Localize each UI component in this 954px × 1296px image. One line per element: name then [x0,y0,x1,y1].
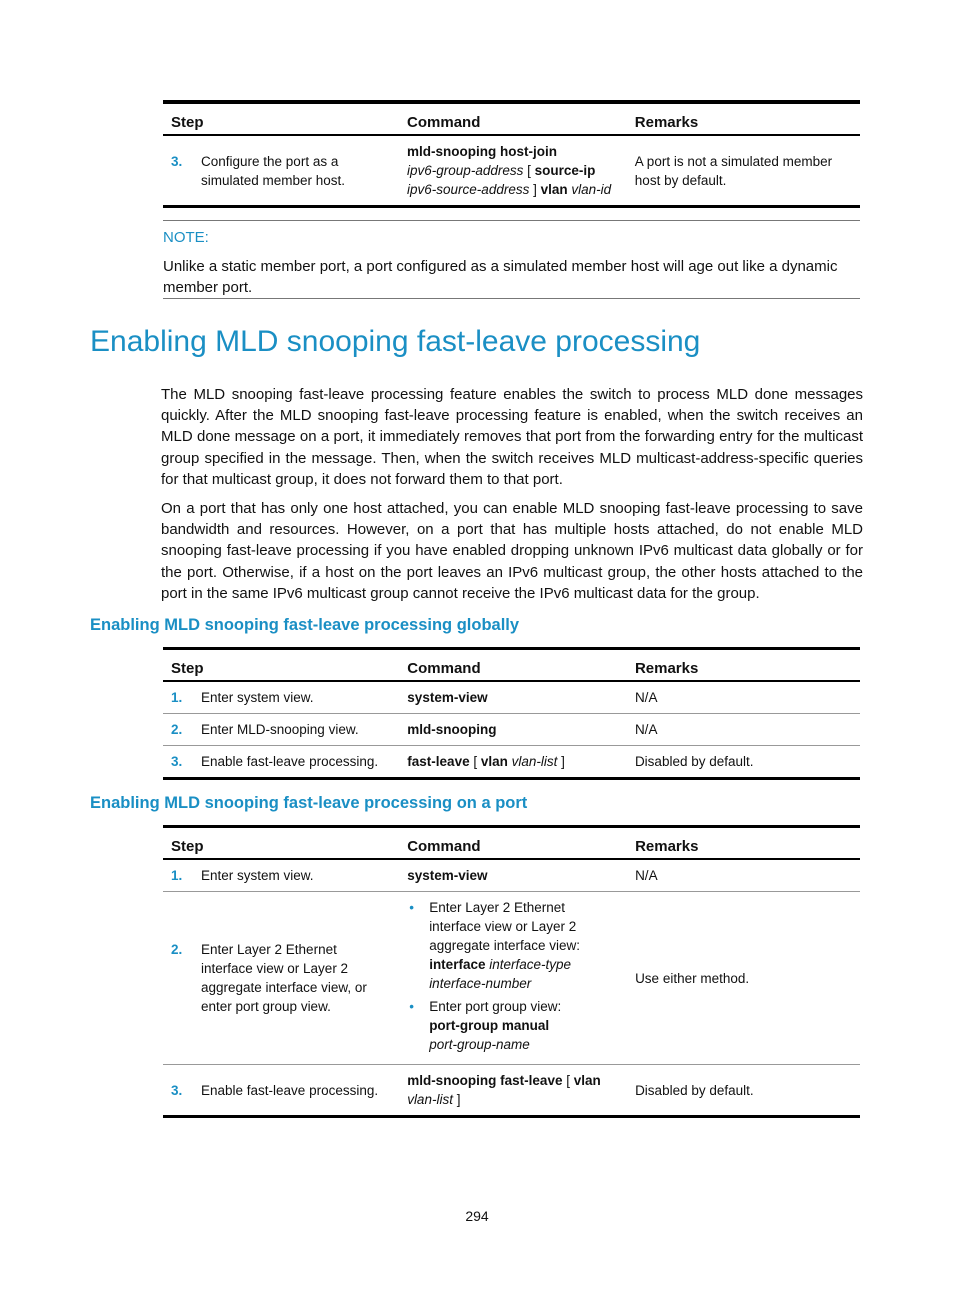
command-keyword: vlan [540,182,568,197]
command-cell [399,714,627,746]
bullet-icon: • [409,999,414,1014]
step-text: Enter Layer 2 Ethernet interface view or Layer 2 aggregate interface view, or enter port group view. [201,942,367,1014]
remarks-cell: Disabled by default. [627,746,860,779]
command-text: [ [562,1073,574,1088]
note-box [163,220,860,299]
remarks-cell: N/A [635,868,658,883]
option-text: Enter Layer 2 Ethernet interface view or Layer 2 aggregate interface view: [429,900,581,953]
remarks-cell: Disabled by default. [627,1065,860,1117]
table-simulated-host [163,100,860,208]
step-number: 2. [171,942,183,957]
command-text: ] [452,1092,461,1107]
page-number: 294 [465,1208,489,1224]
table-fast-leave-global [163,647,860,780]
command-keyword: port-group manual [429,1018,550,1033]
table-row [163,746,860,779]
command-keyword: mld-snooping fast-leave [407,1073,563,1088]
command-text: [ [469,754,481,769]
command-argument: vlan-id [571,182,612,197]
col-header-step: Step [163,827,399,860]
command-argument: ipv6-source-address [407,182,530,197]
section-title: Enabling MLD snooping fast-leave processing [90,325,701,358]
step-number: 3. [171,1082,183,1098]
list-item [407,898,619,993]
step-text: Configure the port as a simulated member host. [201,153,346,188]
command-keyword: system-view [407,868,488,883]
step-number: 3. [171,153,183,169]
table-row [163,1065,860,1117]
step-text: Enable fast-leave processing. [201,1082,379,1098]
table-row [163,892,860,1065]
list-item [407,997,619,1054]
paragraph: On a port that has only one host attached, you can enable MLD snooping fast-leave processing to save bandwidth and resources. However, on a port that has multiple hosts attached, do not enable MLD snooping fast-leave processing if you have enabled dropping unknown IPv6 multicast data globally or for the port. Otherwise, if a host on the port leaves an IPv6 multicast group, the other hosts attached to the port in the same IPv6 multicast group cannot receive the IPv6 multicast data for the group. [161,500,863,602]
command-text: [ [523,163,535,178]
subsection-title: Enabling MLD snooping fast-leave processing on a port [90,794,528,812]
subsection-title: Enabling MLD snooping fast-leave processing globally [90,616,520,634]
command-cell [399,135,627,207]
step-number: 1. [171,690,183,705]
command-keyword: system-view [407,690,488,705]
note-text: Unlike a static member port, a port configured as a simulated member host will age out like a dynamic member port. [163,258,838,296]
col-header-command: Command [399,649,627,682]
col-header-command: Command [399,827,627,860]
table-row [163,681,860,714]
col-header-remarks: Remarks [627,649,860,682]
command-keyword: mld-snooping host-join [407,144,558,159]
command-keyword: source-ip [534,163,596,178]
command-keyword: vlan [480,754,508,769]
command-options-list [407,898,619,1054]
remarks-cell: N/A [627,714,860,746]
command-keyword: fast-leave [407,754,470,769]
col-header-step: Step [163,102,399,135]
command-text: ] [529,182,541,197]
step-text: Enable fast-leave processing. [201,754,379,769]
step-number: 1. [171,868,183,883]
col-header-step: Step [163,649,399,682]
command-keyword: mld-snooping [407,722,497,737]
command-argument: interface-number [429,976,532,991]
command-argument: ipv6-group-address [407,163,524,178]
command-argument: vlan-list [407,1092,453,1107]
step-number: 3. [171,754,183,769]
remarks-cell: A port is not a simulated member host by default. [634,153,833,188]
step-number: 2. [171,722,183,737]
table-row [163,859,860,892]
col-header-remarks: Remarks [627,102,860,135]
command-cell [399,681,627,714]
command-argument: vlan-list [511,754,558,769]
col-header-command: Command [399,102,627,135]
command-keyword: vlan [573,1073,601,1088]
paragraph: The MLD snooping fast-leave processing feature enables the switch to process MLD done messages quickly. After the MLD snooping fast-leave processing feature is enabled, when the switch receives an MLD done message on a port, it immediately removes that port from the forwarding entry for the multicast group specified in the message. Then, when the switch receives MLD multicast-address-specific queries for that multicast group, it does not forward them to that port. [161,386,863,488]
step-text: Enter MLD-snooping view. [201,722,359,737]
command-keyword: interface [429,957,486,972]
remarks-cell: N/A [634,690,658,705]
remarks-cell: Use either method. [627,892,860,1065]
command-text: ] [557,754,565,769]
step-text: Enter system view. [201,690,314,705]
table-row [163,135,860,207]
command-argument: port-group-name [429,1037,530,1052]
command-cell [399,746,627,779]
option-text: Enter port group view: [429,999,562,1014]
command-argument: interface-type [489,957,572,972]
table-row [163,714,860,746]
bullet-icon: • [409,900,414,915]
table-fast-leave-port [163,825,860,1118]
col-header-remarks: Remarks [627,827,860,860]
note-label: NOTE: [163,229,209,246]
step-text: Enter system view. [201,868,314,883]
